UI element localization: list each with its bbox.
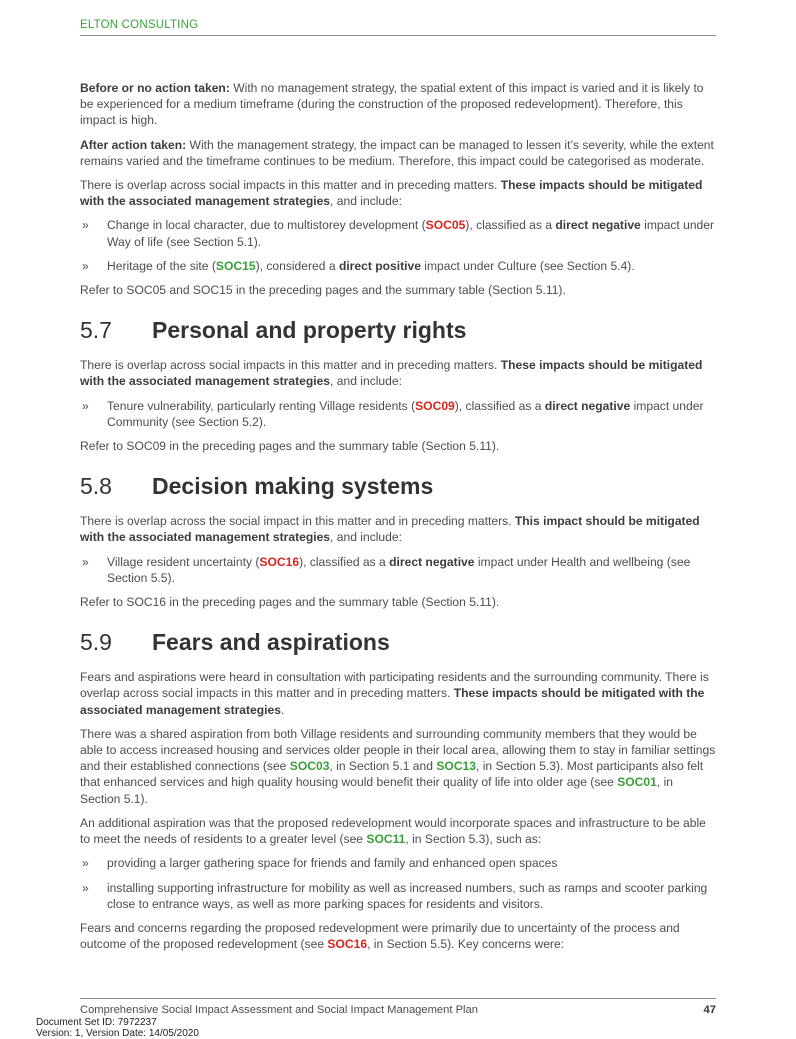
section-heading-5-9 — [80, 628, 716, 656]
impact-code: SOC01 — [617, 775, 657, 790]
text: , and include: — [330, 194, 402, 209]
text: impact under Way of life (see Section 5.1). — [107, 218, 715, 249]
impact-code: SOC09 — [415, 398, 455, 413]
impact-code: SOC03 — [289, 759, 330, 774]
impact-code: SOC11 — [366, 832, 406, 847]
section-title: Personal and property rights — [152, 317, 467, 344]
after-action-paragraph — [80, 137, 716, 169]
text: , in Section 5.5). Key concerns were: — [367, 937, 565, 952]
text: Village resident uncertainty ( — [107, 554, 260, 569]
page-number: 47 — [703, 1004, 716, 1016]
section-number: 5.8 — [80, 473, 112, 500]
text: installing supporting infrastructure for mobility as well as increased numbers, such as ramps and scooter parking close to entrance ways, as well as more parking spaces for residents and visitors. — [107, 880, 708, 911]
bullet-icon: » — [82, 218, 89, 233]
refer-paragraph: Refer to SOC09 in the preceding pages and the summary table (Section 5.11). — [80, 439, 500, 454]
text: , in Section 5.3). Most participants also felt that enhanced services and high quality housing would benefit their quality of life into older age (see — [80, 759, 704, 790]
before-action-label: Before or no action taken: — [80, 81, 230, 95]
emphasis: direct negative — [544, 398, 631, 413]
before-action-paragraph — [80, 80, 716, 129]
overlap-paragraph — [80, 357, 716, 389]
before-action-text: With no management strategy, the spatial extent of this impact is varied and it is likely to be experienced for a medium timeframe (during the construction of the proposed redevelopment). Therefore, this impact is high. — [80, 81, 704, 128]
text: There is overlap across social impacts in this matter and in preceding matters. — [80, 178, 501, 193]
after-action-label: After action taken: — [80, 137, 187, 152]
emphasis: direct negative — [389, 554, 475, 569]
section-title: Fears and aspirations — [152, 629, 390, 656]
impact-code: SOC16 — [259, 554, 300, 569]
section-title: Decision making systems — [152, 473, 434, 500]
list-item — [80, 880, 716, 912]
fears-concerns-paragraph — [80, 920, 716, 952]
impact-code: SOC05 — [425, 218, 466, 233]
text: , in Section 5.1). — [80, 775, 673, 806]
list-item — [80, 258, 716, 274]
footer-title: Comprehensive Social Impact Assessment and Social Impact Management Plan — [80, 1004, 478, 1016]
version-info: Version: 1, Version Date: 14/05/2020 — [36, 1028, 199, 1039]
text: ), classified as a — [454, 398, 545, 413]
refer-paragraph: Refer to SOC05 and SOC15 in the preceding pages and the summary table (Section 5.11). — [80, 283, 566, 298]
impact-code: SOC16 — [327, 937, 368, 952]
section-number: 5.7 — [80, 317, 112, 344]
overlap-paragraph — [80, 177, 716, 209]
text: . — [280, 702, 285, 717]
impact-code: SOC15 — [215, 258, 256, 273]
text: Fears and aspirations were heard in consultation with participating residents and the surrounding community. There is overlap across social impacts in this matter and in preceding matters. — [80, 670, 709, 701]
text: There was a shared aspiration from both Village residents and surrounding community members that they would be able to access increased housing and services older people in their local area, allowing them to stay in familiar settings and their established connections (see — [80, 726, 716, 774]
document-set-id: Document Set ID: 7972237 — [36, 1017, 157, 1028]
emphasis: These impacts should be mitigated with the associated management strategies — [80, 686, 705, 717]
section-heading-5-8 — [80, 472, 716, 500]
shared-aspiration-paragraph — [80, 726, 716, 807]
overlap-paragraph — [80, 513, 716, 545]
bullet-icon: » — [82, 880, 89, 895]
impact-code: SOC13 — [436, 759, 477, 774]
header-rule — [80, 35, 716, 36]
text: , in Section 5.1 and — [329, 759, 437, 774]
text: , in Section 5.3), such as: — [405, 832, 542, 847]
text: An additional aspiration was that the proposed redevelopment would incorporate spaces and infrastructure to be able to meet the needs of residents to a greater level (see — [80, 815, 706, 847]
page-content — [80, 80, 716, 960]
section-number: 5.9 — [80, 629, 112, 656]
list-item — [80, 554, 716, 586]
footer-rule — [80, 998, 716, 999]
emphasis: direct negative — [555, 218, 641, 233]
bullet-icon: » — [82, 258, 89, 273]
emphasis: This impact should be mitigated with the associated management strategies — [80, 514, 700, 545]
emphasis: These impacts should be mitigated with the associated management strategies — [80, 178, 703, 209]
text: , and include: — [330, 374, 402, 389]
text: impact under Health and wellbeing (see Section 5.5). — [107, 554, 691, 585]
text: Heritage of the site ( — [107, 258, 216, 273]
text: , and include: — [330, 530, 402, 545]
text: There is overlap across social impacts in this matter and in preceding matters. — [80, 358, 501, 373]
text: ), considered a — [255, 258, 339, 273]
emphasis: direct positive — [338, 258, 421, 273]
text: Fears and concerns regarding the proposed redevelopment were primarily due to uncertainty of the process and outcome of the proposed redevelopment (see — [80, 920, 680, 952]
list-item — [80, 217, 716, 249]
emphasis: These impacts should be mitigated with the associated management strategies — [80, 358, 703, 389]
bullet-icon: » — [82, 856, 89, 871]
text: There is overlap across the social impact in this matter and in preceding matters. — [80, 514, 515, 529]
text: Tenure vulnerability, particularly renting Village residents ( — [107, 398, 416, 413]
text: ), classified as a — [465, 218, 556, 233]
additional-aspiration-paragraph — [80, 815, 716, 847]
text: impact under Culture (see Section 5.4). — [420, 258, 635, 273]
after-action-text: With the management strategy, the impact can be managed to lessen it’s severity, while the extent remains varied and the timeframe continues to be medium. Therefore, this impact could be categorised as moderate. — [80, 137, 714, 168]
fears-intro-paragraph — [80, 669, 716, 718]
bullet-icon: » — [82, 554, 89, 569]
header-brand: ELTON CONSULTING — [80, 19, 199, 31]
refer-paragraph: Refer to SOC16 in the preceding pages and the summary table (Section 5.11). — [80, 595, 500, 610]
text: impact under Community (see Section 5.2). — [107, 398, 704, 429]
text: providing a larger gathering space for friends and family and enhanced open spaces — [107, 856, 558, 871]
list-item — [80, 855, 716, 871]
bullet-icon: » — [82, 398, 89, 413]
section-heading-5-7 — [80, 316, 716, 344]
list-item — [80, 398, 716, 430]
text: ), classified as a — [299, 554, 390, 569]
text: Change in local character, due to multistorey development ( — [107, 218, 426, 233]
